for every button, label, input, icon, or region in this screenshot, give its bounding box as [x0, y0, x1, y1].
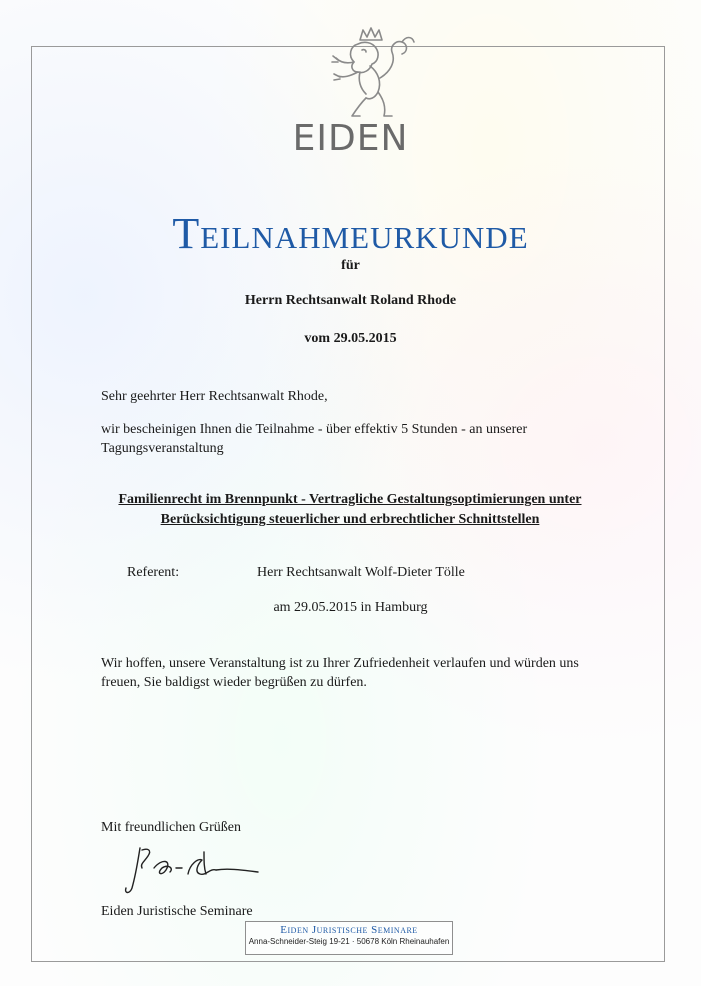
confirmation-text: wir bescheinigen Ihnen die Teilnahme - über effektiv 5 Stunden - an unserer Tagungsveranstaltung	[101, 422, 528, 456]
certificate-title: Teilnahmeurkunde	[172, 209, 529, 258]
lion-rampant-icon	[320, 22, 424, 126]
company-stamp	[245, 921, 453, 955]
stamp-address: Anna-Schneider-Steig 19-21 · 50678 Köln Rheinauhafen	[248, 937, 450, 946]
event-date-place: am 29.05.2015 in Hamburg	[273, 600, 428, 615]
salutation: Sehr geehrter Herr Rechtsanwalt Rhode,	[101, 389, 328, 404]
speaker-name: Herr Rechtsanwalt Wolf-Dieter Tölle	[257, 565, 465, 580]
event-topic: Familienrecht im Brennpunkt - Vertragliche Gestaltungsoptimierungen unter Berücksichtigung steuerlicher und erbrechtlicher Schnittstellen	[118, 492, 582, 527]
brand-name: EIDEN	[292, 118, 409, 159]
speaker-label: Referent:	[127, 565, 180, 580]
closing-text: Wir hoffen, unsere Veranstaltung ist zu Ihrer Zufriedenheit verlaufen und würden uns freuen, Sie baldigst wieder begrüßen zu dürfen.	[101, 656, 579, 690]
stamp-company-name: Eiden Juristische Seminare	[280, 924, 418, 936]
recipient-name: Herrn Rechtsanwalt Roland Rhode	[244, 293, 457, 308]
signature-icon	[118, 838, 278, 898]
certificate-date: vom 29.05.2015	[304, 331, 397, 346]
signatory: Eiden Juristische Seminare	[101, 904, 253, 919]
greeting: Mit freundlichen Grüßen	[101, 820, 241, 835]
for-label: für	[341, 258, 360, 273]
